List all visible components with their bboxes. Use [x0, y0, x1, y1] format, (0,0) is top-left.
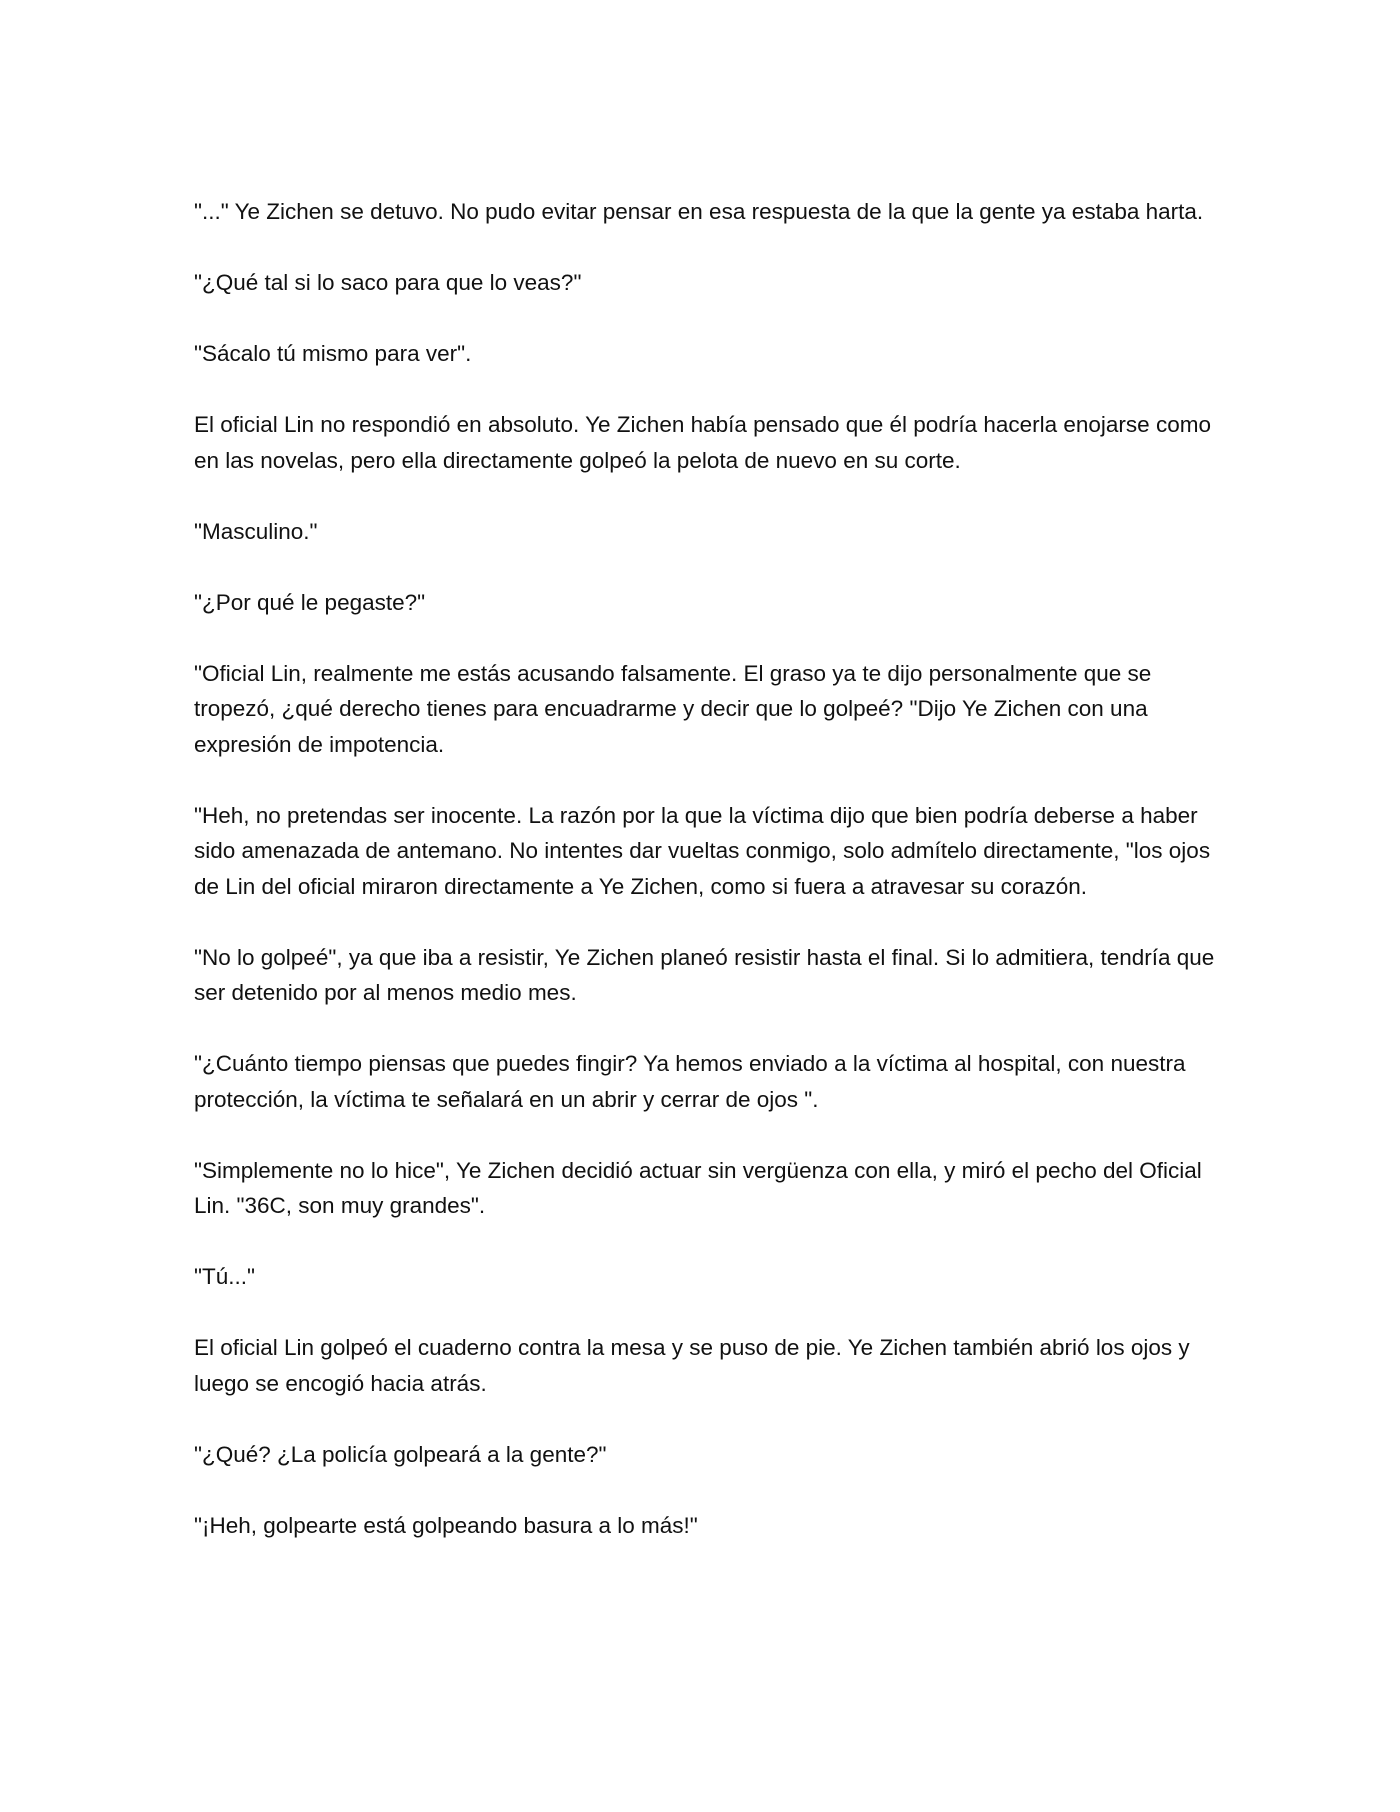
paragraph-5: "Masculino." — [194, 518, 318, 544]
document-page — [194, 194, 1224, 1579]
paragraph-1: "..." Ye Zichen se detuvo. No pudo evitar pensar en esa respuesta de la que la gente ya estaba harta. — [194, 199, 1204, 224]
paragraph-4: El oficial Lin no respondió en absoluto. Ye Zichen había pensado que él podría hacerla enojarse como en las novelas, pero ella directamente golpeó la pelota de nuevo en su corte. — [194, 412, 1211, 473]
paragraph-13: El oficial Lin golpeó el cuaderno contra la mesa y se puso de pie. Ye Zichen también abrió los ojos y luego se encogió hacia atrás. — [194, 1335, 1190, 1396]
paragraph-8: "Heh, no pretendas ser inocente. La razón por la que la víctima dijo que bien podría deberse a haber sido amenazada de antemano. No intentes dar vueltas conmigo, solo admítelo directamente, "los ojos de Lin del oficial miraron directamente a Ye Zichen, como si fuera a atravesar su corazón. — [194, 802, 1211, 899]
paragraph-9: "No lo golpeé", ya que iba a resistir, Ye Zichen planeó resistir hasta el final. Si lo admitiera, tendría que ser detenido por al menos medio mes. — [194, 944, 1215, 1005]
paragraph-2: "¿Qué tal si lo saco para que lo veas?" — [194, 270, 582, 295]
paragraph-15: "¡Heh, golpearte está golpeando basura a lo más!" — [194, 1512, 698, 1538]
paragraph-10: "¿Cuánto tiempo piensas que puedes fingir? Ya hemos enviado a la víctima al hospital, con nuestra protección, la víctima te señalará en un abrir y cerrar de ojos ". — [194, 1051, 1186, 1112]
paragraph-11: "Simplemente no lo hice", Ye Zichen decidió actuar sin vergüenza con ella, y miró el pecho del Oficial Lin. "36C, son muy grandes". — [194, 1157, 1202, 1218]
paragraph-14: "¿Qué? ¿La policía golpeará a la gente?" — [194, 1441, 607, 1467]
paragraph-3: "Sácalo tú mismo para ver". — [194, 341, 472, 366]
paragraph-7: "Oficial Lin, realmente me estás acusando falsamente. El graso ya te dijo personalmente que se tropezó, ¿qué derecho tienes para encuadrarme y decir que lo golpeé? "Dijo Ye Zichen con una expresión de impotencia. — [194, 660, 1152, 757]
paragraph-12: "Tú..." — [194, 1264, 255, 1289]
paragraph-6: "¿Por qué le pegaste?" — [194, 589, 426, 615]
